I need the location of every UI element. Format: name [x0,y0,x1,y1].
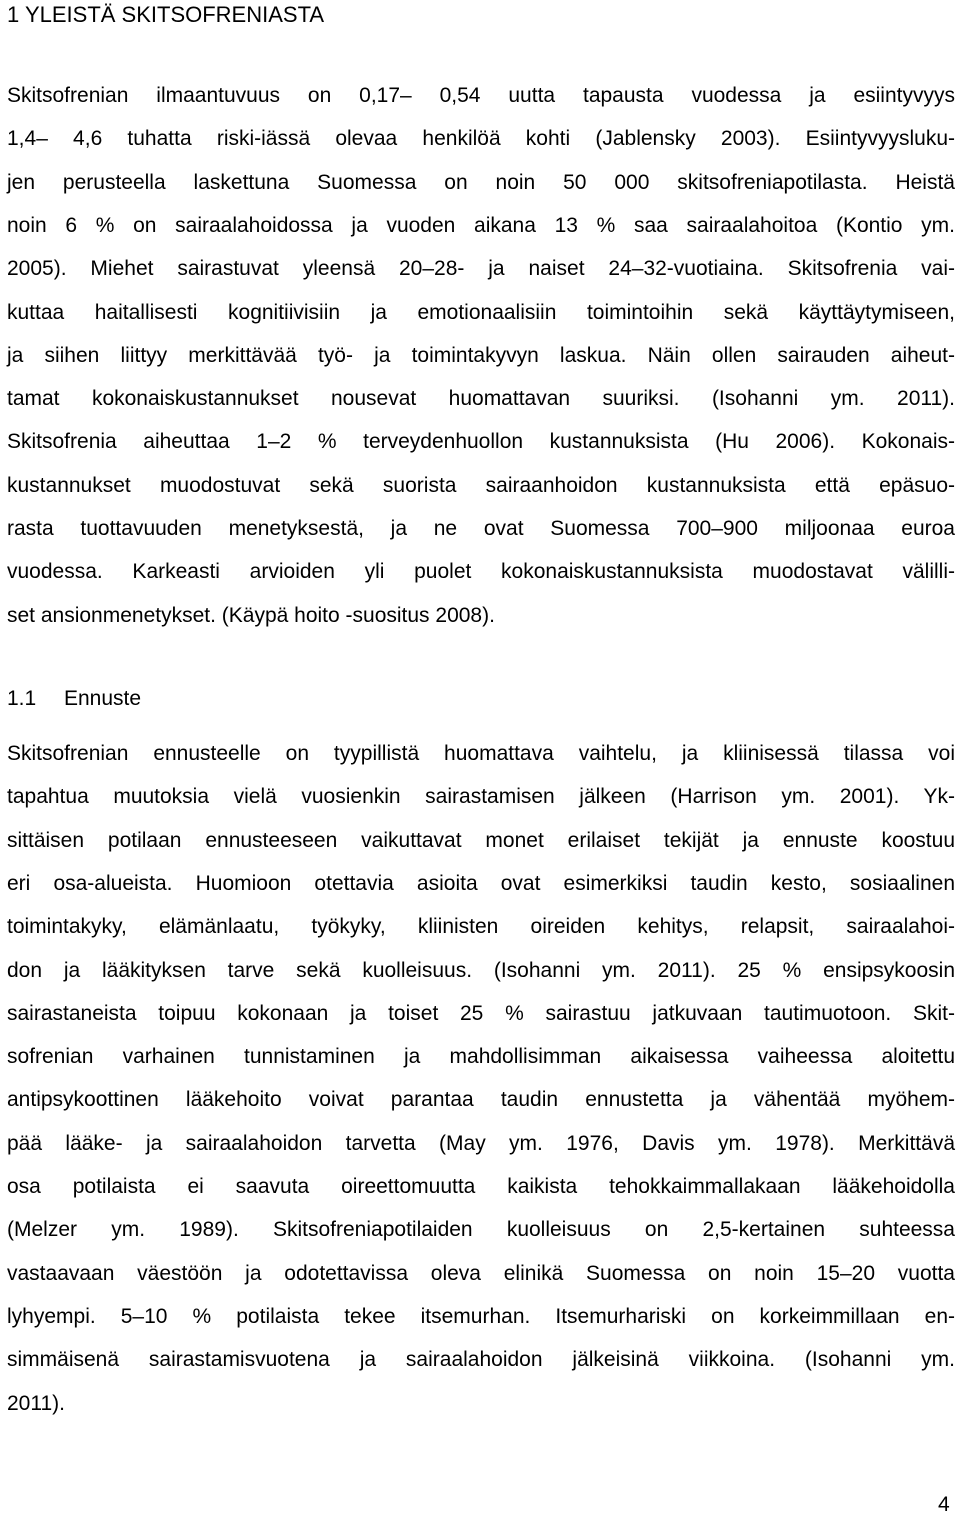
text-line: lyhyempi. 5–10 % potilaista tekee itsemurhan. Itsemurhariski on korkeimmillaan en- [7,1304,955,1328]
text-line: 2011). [7,1391,65,1415]
text-line: vuodessa. Karkeasti arvioiden yli puolet kokonaiskustannuksista muodostavat välilli- [7,560,955,584]
subsection-title: Ennuste [64,687,142,710]
text-line: sittäisen potilaan ennusteeseen vaikuttavat monet erilaiset tekijät ja ennuste koostuu [7,828,955,852]
text-line: kustannukset muodostuvat sekä suorista sairaanhoidon kustannuksista että epäsuo- [7,473,955,497]
text-line: tamat kokonaiskustannukset nousevat huomattavan suuriksi. (Isohanni ym. 2011). [7,387,955,411]
text-line: set ansionmenetykset. (Käypä hoito -suositus 2008). [7,603,495,627]
text-line: Skitsofrenian ennusteelle on tyypillistä huomattava vaihtelu, ja kliinisessä tilassa voi [7,742,955,765]
text-line: rasta tuottavuuden menetyksestä, ja ne ovat Suomessa 700–900 miljoonaa euroa [7,517,955,540]
text-line: Skitsofrenia aiheuttaa 1–2 % terveydenhuollon kustannuksista (Hu 2006). Kokonais- [7,430,955,454]
text-line: sairastaneista toipuu kokonaan ja toiset 25 % sairastuu jatkuvaan tautimuotoon. Skit- [7,1001,955,1025]
text-line: tapahtua muutoksia vielä vuosienkin sairastamisen jälkeen (Harrison ym. 2001). Yk- [7,785,955,809]
text-line: 2005). Miehet sairastuvat yleensä 20–28- ja naiset 24–32-vuotiaina. Skitsofrenia vai- [7,257,955,281]
text-line: 1,4– 4,6 tuhatta riski-iässä olevaa henkilöä kohti (Jablensky 2003). Esiintyvyysluku- [7,127,955,151]
text-line: vastaavaan väestöön ja odotettavissa oleva elinikä Suomessa on noin 15–20 vuotta [7,1261,955,1285]
text-line: osa potilaista ei saavuta oireettomuutta kaikista tehokkaimmallakaan lääkehoidolla [7,1175,955,1198]
text-line: simmäisenä sairastamisvuotena ja sairaalahoidon jälkeisinä viikkoina. (Isohanni ym. [7,1348,955,1372]
text-line: eri osa-alueista. Huomioon otettavia asioita ovat esimerkiksi taudin kesto, sosiaalinen [7,871,955,895]
page-number: 4 [938,1493,950,1516]
text-line: pää lääke- ja sairaalahoidon tarvetta (May ym. 1976, Davis ym. 1978). Merkittävä [7,1131,955,1155]
text-line: Skitsofrenian ilmaantuvuus on 0,17– 0,54 uutta tapausta vuodessa ja esiintyvyys [7,84,955,107]
text-line: jen perusteella laskettuna Suomessa on noin 50 000 skitsofreniapotilasta. Heistä [7,170,955,194]
text-line: don ja lääkityksen tarve sekä kuolleisuus. (Isohanni ym. 2011). 25 % ensipsykoosin [7,958,955,982]
text-line: ja siihen liittyy merkittävää työ- ja toimintakyvyn laskua. Näin ollen sairauden aiheut- [7,343,955,367]
text-line: sofrenian varhainen tunnistaminen ja mahdollisimman aikaisessa vaiheessa aloitettu [7,1045,955,1069]
text-line: toimintakyky, elämänlaatu, työkyky, kliinisten oireiden kehitys, relapsit, sairaalahoi- [7,915,955,939]
text-line: noin 6 % on sairaalahoidossa ja vuoden aikana 13 % saa sairaalahoitoa (Kontio ym. [7,213,955,237]
subsection-heading [7,686,141,712]
text-line: kuttaa haitallisesti kognitiivisiin ja emotionaalisiin toimintoihin sekä käyttäytymiseen, [7,300,955,324]
text-line: (Melzer ym. 1989). Skitsofreniapotilaiden kuolleisuus on 2,5-kertainen suhteessa [7,1218,955,1242]
text-line: antipsykoottinen lääkehoito voivat parantaa taudin ennustetta ja vähentää myöhem- [7,1088,955,1112]
section-heading: 1 YLEISTÄ SKITSOFRENIASTA [7,2,325,27]
subsection-number: 1.1 [7,687,37,710]
